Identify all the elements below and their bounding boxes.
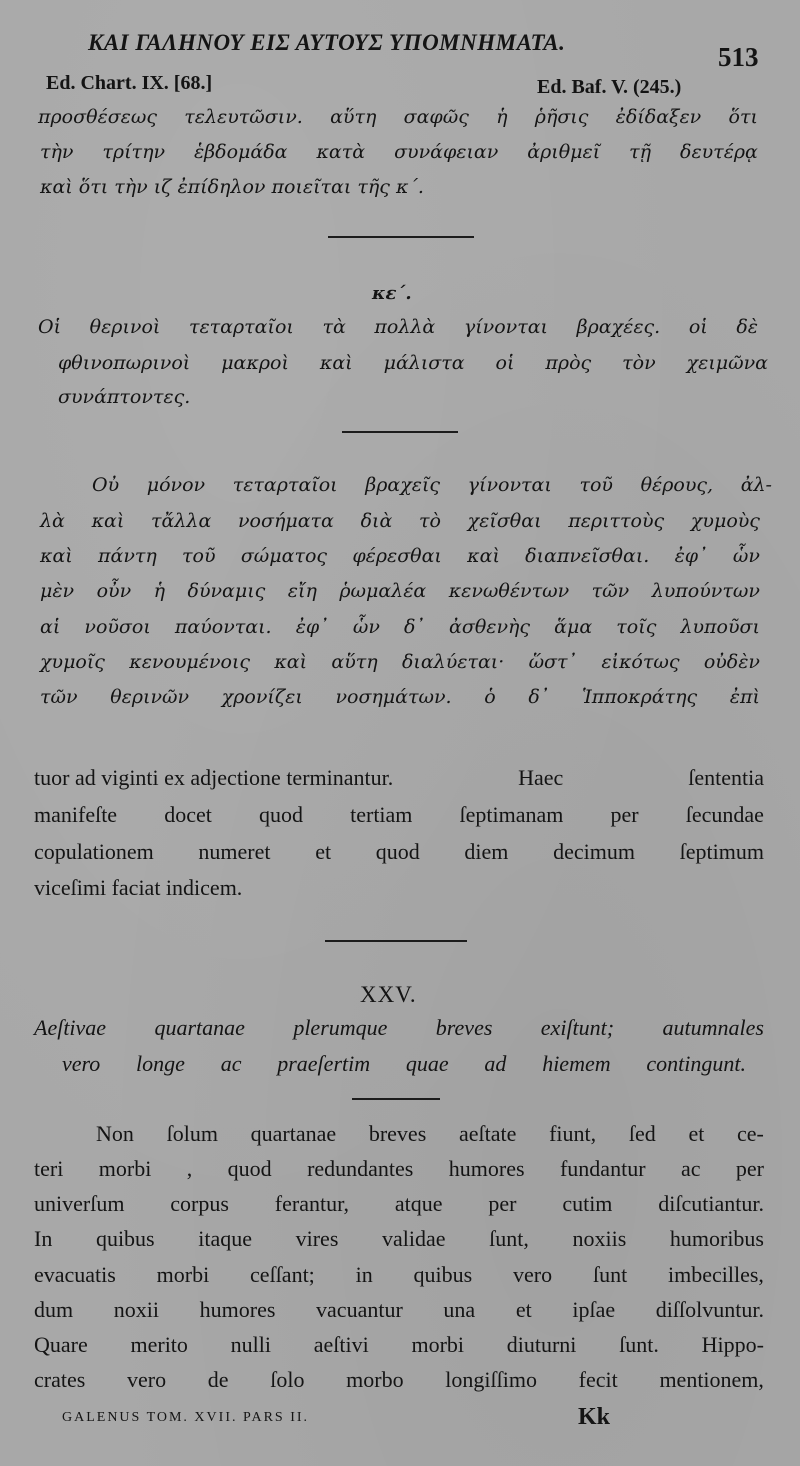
greek-commentary-line xyxy=(40,686,760,708)
word: Οἱ xyxy=(38,316,62,338)
word: ferantur, xyxy=(274,1191,350,1216)
word: ὧν xyxy=(352,616,380,638)
word: ſunt xyxy=(592,1262,628,1287)
word: γίνονται xyxy=(463,316,549,338)
word: una xyxy=(443,1297,476,1322)
word: τῶν xyxy=(591,580,630,602)
word: nulli xyxy=(230,1332,271,1357)
word: ἀριθμεῖ xyxy=(527,141,601,163)
word: φέρεσθαι xyxy=(352,545,442,567)
word: quibus xyxy=(95,1226,155,1251)
word: atque xyxy=(394,1191,443,1216)
word: diſcutiantur. xyxy=(658,1191,764,1216)
word: χεῖσθαι xyxy=(467,510,542,532)
greek-commentary-line xyxy=(40,510,760,532)
word: παύονται. xyxy=(174,616,272,638)
word: γίνονται xyxy=(467,474,552,496)
word: ceſſant; xyxy=(250,1262,315,1287)
word: τεταρταῖοι xyxy=(188,316,294,338)
word: et xyxy=(515,1297,532,1322)
latin-commentary-line xyxy=(34,1297,764,1323)
latin-aphorism-line xyxy=(62,1051,746,1077)
word: καὶ xyxy=(91,510,125,532)
word: τελευτῶσιν. xyxy=(184,106,303,128)
word: Haec xyxy=(518,765,564,790)
word: μόνον xyxy=(146,474,206,496)
word: ὅτι xyxy=(728,106,758,128)
word: θερινῶν xyxy=(110,686,190,708)
word: τοῦ xyxy=(182,545,216,567)
word: καὶ xyxy=(467,545,500,567)
word: humores xyxy=(199,1297,276,1322)
word: δ᾽ xyxy=(528,686,550,708)
word: οὐδὲν xyxy=(703,651,760,673)
word: breves xyxy=(368,1121,427,1146)
section-rule xyxy=(342,431,458,433)
word: χρονίζει xyxy=(221,686,303,708)
word: καὶ xyxy=(274,651,308,673)
latin-commentary-line xyxy=(96,1121,764,1147)
word: et xyxy=(315,839,332,864)
gathering-mark: Kk xyxy=(578,1404,611,1430)
word: ἐφ᾽ xyxy=(674,545,708,567)
word: τὴν xyxy=(40,141,74,163)
word: συνάφειαν xyxy=(394,141,499,163)
word: ce- xyxy=(737,1121,764,1146)
word: humoribus xyxy=(669,1226,764,1251)
word: validae xyxy=(381,1226,446,1251)
word: vires xyxy=(295,1226,339,1251)
word: σώματος xyxy=(240,545,328,567)
word: tuor ad viginti ex adjectione terminantur. xyxy=(34,765,394,790)
word: teri xyxy=(34,1156,64,1181)
word: longiſſimo xyxy=(445,1367,537,1392)
word: πρὸς xyxy=(545,352,592,374)
word: In xyxy=(34,1226,53,1251)
page-number: 513 xyxy=(718,42,759,72)
word: ſolo xyxy=(270,1367,305,1392)
word: καὶ xyxy=(40,545,73,567)
word: προσθέσεως xyxy=(38,106,158,128)
word: δύναμις xyxy=(187,580,266,602)
word: ἀσθενὴς xyxy=(449,616,531,638)
word: univerſum xyxy=(34,1191,125,1216)
latin-commentary-end-line xyxy=(34,802,764,828)
latin-commentary-line xyxy=(34,1332,764,1358)
word: noxii xyxy=(113,1297,159,1322)
word: οἱ xyxy=(495,352,515,374)
word: diſſolvuntur. xyxy=(655,1297,764,1322)
word: τὸν xyxy=(622,352,656,374)
word: δὲ xyxy=(736,316,758,338)
word: quartanae xyxy=(250,1121,337,1146)
word: numeret xyxy=(198,839,271,864)
word: βραχεῖς xyxy=(365,474,441,496)
word: ſed xyxy=(628,1121,656,1146)
word: ſunt. xyxy=(619,1332,659,1357)
word: κενουμένοις xyxy=(129,651,251,673)
word: ac xyxy=(680,1156,701,1181)
word: Οὐ xyxy=(92,474,120,496)
word: hiemem xyxy=(542,1051,611,1076)
word: μακροὶ xyxy=(221,352,289,374)
greek-aphorism-line xyxy=(58,352,768,374)
word: itaque xyxy=(198,1226,252,1251)
word: quartanae xyxy=(154,1015,245,1040)
word: Quare xyxy=(34,1332,88,1357)
running-title: ΚΑΙ ΓΑΛΗΝΟΥ ΕΙΣ ΑΥΤΟΥΣ ΥΠΟΜΝΗΜΑΤΑ. xyxy=(88,30,566,55)
word: ὥστ᾽ xyxy=(528,651,578,673)
word: λυπούντων xyxy=(651,580,760,602)
printer-signature: GALENUS TOM. XVII. PARS II. xyxy=(62,1410,310,1425)
word: noxiis xyxy=(572,1226,627,1251)
word: manifeſte xyxy=(34,802,118,827)
word: καὶ xyxy=(319,352,353,374)
edition-reference-right: Ed. Baf. V. (245.) xyxy=(537,76,682,98)
latin-commentary-end-line xyxy=(34,765,764,791)
greek-commentary-line xyxy=(40,651,760,673)
word: χειμῶνα xyxy=(686,352,768,374)
latin-commentary-line xyxy=(34,1191,764,1217)
latin-commentary-end-line xyxy=(34,875,242,901)
word: per xyxy=(610,802,639,827)
word: διαλύεται· xyxy=(401,651,505,673)
word: , xyxy=(186,1156,193,1181)
word: λυποῦσι xyxy=(680,616,760,638)
latin-aphorism-line xyxy=(34,1015,764,1041)
word: βραχέες. xyxy=(576,316,661,338)
word: ῥῆσις xyxy=(534,106,589,128)
word: τοῖς xyxy=(616,616,657,638)
word: αὕτη xyxy=(330,106,377,128)
word: Non xyxy=(96,1121,134,1146)
word: quibus xyxy=(413,1262,473,1287)
word: αἱ xyxy=(40,616,61,638)
word: ἐπὶ xyxy=(729,686,760,708)
greek-aphorism-numeral: κε΄. xyxy=(372,283,412,304)
word: εἰκότως xyxy=(601,651,680,673)
word: τοῦ xyxy=(579,474,613,496)
word: per xyxy=(735,1156,764,1181)
word: ad xyxy=(484,1051,507,1076)
greek-commentary-line xyxy=(92,474,772,496)
word: λὰ xyxy=(40,510,65,532)
word: corpus xyxy=(170,1191,229,1216)
greek-commentary-line xyxy=(40,616,760,638)
word: tertiam xyxy=(350,802,413,827)
word: χυμοῖς xyxy=(40,651,105,673)
word: merito xyxy=(130,1332,188,1357)
word: ὁ xyxy=(484,686,496,708)
word: χυμοὺς xyxy=(690,510,760,532)
word: ἡ xyxy=(153,580,166,602)
word: crates xyxy=(34,1367,86,1392)
word: quod xyxy=(227,1156,272,1181)
word: ῥωμαλέα xyxy=(339,580,427,602)
word: aeſtivi xyxy=(313,1332,369,1357)
word: morbi xyxy=(411,1332,465,1357)
word: morbi xyxy=(156,1262,210,1287)
word: θερινοὶ xyxy=(89,316,161,338)
word: vacuantur xyxy=(316,1297,403,1322)
word: τῇ xyxy=(629,141,652,163)
word: δευτέρᾳ xyxy=(680,141,758,163)
word: μὲν xyxy=(40,580,75,602)
edition-reference-left: Ed. Chart. IX. [68.] xyxy=(46,72,213,94)
word: πολλὰ xyxy=(374,316,436,338)
word: τῶν xyxy=(40,686,78,708)
word: τρίτην xyxy=(102,141,165,163)
word: κενωθέντων xyxy=(448,580,570,602)
word: viceſimi faciat indicem. xyxy=(34,875,243,900)
word: imbecilles, xyxy=(668,1262,764,1287)
latin-commentary-end-line xyxy=(34,839,764,865)
word: οἱ xyxy=(688,316,708,338)
word: τὸ xyxy=(419,510,441,532)
word: in xyxy=(355,1262,373,1287)
word: vero xyxy=(513,1262,553,1287)
word: evacuatis xyxy=(34,1262,116,1287)
word: αὕτη xyxy=(331,651,378,673)
word: περιττοὺς xyxy=(568,510,665,532)
word: καὶ ὅτι τὴν ιζ ἐπίδηλον ποιεῖται τῆς κ΄. xyxy=(40,176,424,198)
latin-commentary-line xyxy=(34,1367,764,1393)
word: ἐδίδαξεν xyxy=(615,106,702,128)
word: ſententia xyxy=(688,765,764,790)
greek-commentary-line xyxy=(40,545,760,567)
word: ſunt, xyxy=(489,1226,529,1251)
greek-commentary-line xyxy=(40,580,760,602)
word: morbi xyxy=(98,1156,152,1181)
word: et xyxy=(688,1121,705,1146)
word: νοσήματα xyxy=(238,510,334,532)
word: humores xyxy=(448,1156,525,1181)
word: morbo xyxy=(346,1367,404,1392)
word: diem xyxy=(464,839,509,864)
word: ſeptimanam xyxy=(459,802,564,827)
word: ac xyxy=(220,1051,242,1076)
word: μάλιστα xyxy=(383,352,465,374)
word: quod xyxy=(375,839,420,864)
word: plerumque xyxy=(293,1015,388,1040)
word: breves xyxy=(435,1015,493,1040)
word: copulationem xyxy=(34,839,154,864)
word: ἡ xyxy=(496,106,508,128)
word: ὧν xyxy=(732,545,760,567)
word: decimum xyxy=(553,839,635,864)
word: quae xyxy=(405,1051,449,1076)
word: ἑβδομάδα xyxy=(193,141,288,163)
word: Hippo- xyxy=(701,1332,764,1357)
word: quod xyxy=(258,802,303,827)
word: ſecundae xyxy=(685,802,764,827)
word: φθινοπωρινοὶ xyxy=(58,352,191,374)
word: aeſtate xyxy=(458,1121,517,1146)
word: νοσημάτων. xyxy=(335,686,452,708)
word: ἐφ᾽ xyxy=(295,616,329,638)
word: autumnales xyxy=(662,1015,764,1040)
word: πάντη xyxy=(98,545,157,567)
word: τεταρταῖοι xyxy=(232,474,338,496)
word: vero xyxy=(126,1367,167,1392)
word: longe xyxy=(136,1051,185,1076)
word: ipſae xyxy=(572,1297,616,1322)
word: σαφῶς xyxy=(403,106,469,128)
word: dum xyxy=(34,1297,74,1322)
word: ἅμα xyxy=(554,616,593,638)
word: νοῦσοι xyxy=(84,616,151,638)
word: exiſtunt; xyxy=(540,1015,615,1040)
word: de xyxy=(207,1367,229,1392)
latin-commentary-line xyxy=(34,1156,764,1182)
section-rule xyxy=(325,940,467,942)
word: mentionem, xyxy=(659,1367,764,1392)
word: διὰ xyxy=(360,510,393,532)
section-rule xyxy=(328,236,474,238)
word: τἄλλα xyxy=(151,510,212,532)
word: οὖν xyxy=(96,580,132,602)
latin-commentary-line xyxy=(34,1226,764,1252)
word: fundantur xyxy=(559,1156,646,1181)
word: δ᾽ xyxy=(403,616,425,638)
latin-commentary-line xyxy=(34,1262,764,1288)
greek-commentary-end-line xyxy=(38,106,758,128)
word: ſolum xyxy=(166,1121,218,1146)
word: θέρους, xyxy=(640,474,714,496)
greek-commentary-end-line xyxy=(40,176,424,198)
greek-aphorism-line xyxy=(38,316,758,338)
section-rule xyxy=(352,1098,440,1100)
word: ἀλ- xyxy=(740,474,772,496)
word: contingunt. xyxy=(646,1051,746,1076)
latin-aphorism-numeral: XXV. xyxy=(360,982,417,1007)
word: diuturni xyxy=(506,1332,577,1357)
word: fecit xyxy=(578,1367,618,1392)
word: εἴη xyxy=(287,580,317,602)
word: συνάπτοντες. xyxy=(58,386,191,408)
greek-aphorism-line xyxy=(58,386,190,408)
word: vero xyxy=(62,1051,101,1076)
word: cutim xyxy=(562,1191,613,1216)
word: fiunt, xyxy=(549,1121,597,1146)
word: Ἱπποκράτης xyxy=(581,686,698,708)
word: διαπνεῖσθαι. xyxy=(525,545,650,567)
greek-commentary-end-line xyxy=(40,141,758,163)
word: Aeſtivae xyxy=(34,1015,107,1040)
word: docet xyxy=(164,802,212,827)
word: per xyxy=(488,1191,517,1216)
word: κατὰ xyxy=(316,141,366,163)
word: ſeptimum xyxy=(679,839,764,864)
word: praeſertim xyxy=(277,1051,371,1076)
word: redundantes xyxy=(307,1156,414,1181)
word: τὰ xyxy=(322,316,346,338)
